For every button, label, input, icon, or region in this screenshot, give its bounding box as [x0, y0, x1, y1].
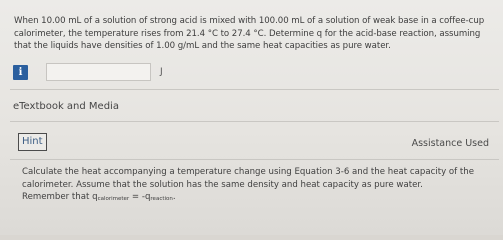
assistance-used-label: Assistance Used	[411, 138, 489, 149]
question-text	[14, 15, 498, 53]
hint-remember-line	[22, 191, 492, 206]
info-icon[interactable]: i	[13, 65, 28, 80]
answer-row	[13, 62, 163, 82]
remember-subscript-reaction: reaction	[150, 196, 173, 202]
hint-line-1: Calculate the heat accompanying a temperature change using Equation 3-6 and the heat capacity of the	[22, 167, 474, 177]
answer-unit: J	[160, 67, 163, 77]
answer-input[interactable]	[46, 63, 151, 81]
divider	[10, 159, 499, 160]
question-line-1: When 10.00 mL of a solution of strong acid is mixed with 100.00 mL of a solution of weak base in a coffee-cup	[14, 16, 485, 26]
remember-prefix: Remember that q	[22, 192, 98, 202]
remember-subscript-calorimeter: calorimeter	[97, 196, 130, 202]
remember-suffix: .	[172, 192, 176, 202]
question-line-3: that the liquids have densities of 1.00 g/mL and the same heat capacities as pure water.	[14, 41, 391, 51]
remember-mid: = -q	[129, 192, 151, 202]
hint-row	[10, 130, 499, 156]
etextbook-link[interactable]: eTextbook and Media	[13, 101, 119, 112]
divider	[10, 121, 499, 122]
hint-button[interactable]: Hint	[18, 133, 47, 151]
hint-text	[22, 166, 492, 206]
hint-line-2: calorimeter. Assume that the solution has the same density and heat capacity as pure water.	[22, 179, 423, 190]
question-line-2: calorimeter, the temperature rises from 21.4 °C to 27.4 °C. Determine q for the acid-base reaction, assuming	[14, 28, 481, 39]
divider	[10, 89, 499, 90]
